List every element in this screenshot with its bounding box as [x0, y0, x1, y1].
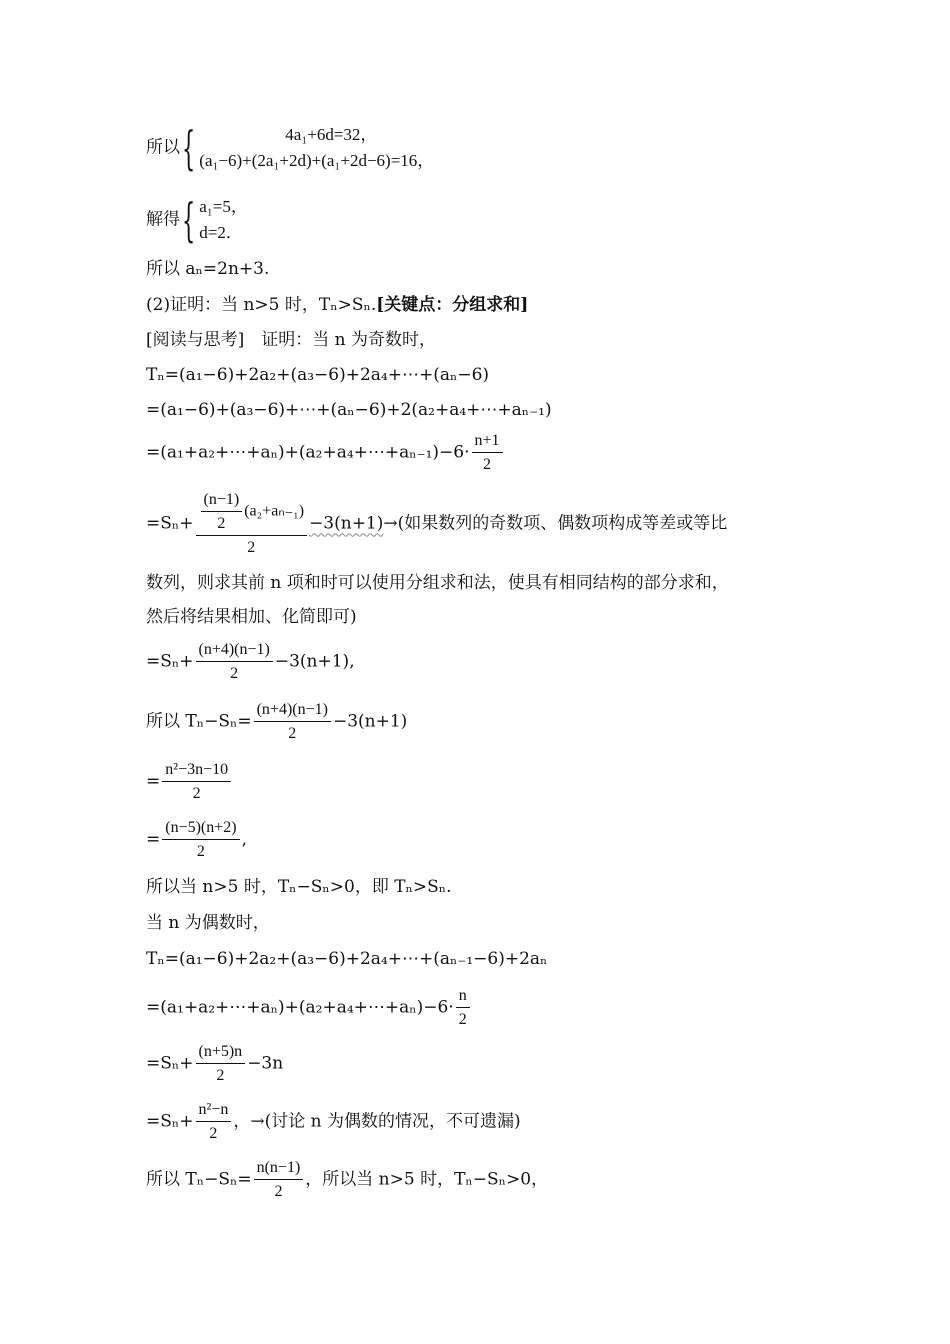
equation-line [146, 431, 505, 475]
equation: =(a₁+a₂+⋯+aₙ)+(a₂+a₄+⋯+aₙ₋₁)−6· [146, 442, 470, 463]
equation: −3(n+1) [332, 711, 408, 732]
equation: , [241, 829, 248, 850]
equation-line [146, 1100, 521, 1144]
denominator: 2 [274, 1183, 283, 1200]
numerator: n²−3n−10 [162, 760, 231, 782]
key-point-tag: [关键点：分组求和] [376, 295, 529, 315]
fraction [196, 1042, 246, 1086]
equation: d=2． [199, 223, 243, 242]
equation-line: =(a₁−6)+(a₃−6)+⋯+(aₙ−6)+2(a₂+a₄+⋯+aₙ₋₁) [146, 400, 552, 420]
equation: 4a₁+6d=32， [285, 125, 378, 144]
text-line: [阅读与思考] 证明：当 n 为奇数时， [146, 330, 437, 350]
equation: =(a₁+a₂+⋯+aₙ)+(a₂+a₄+⋯+aₙ)−6· [146, 997, 454, 1018]
denominator: 2 [209, 1125, 218, 1142]
text-line: 所以当 n>5 时，Tₙ−Sₙ>0，即 Tₙ>Sₙ. [146, 877, 452, 897]
fraction [196, 490, 308, 558]
numerator: n²−n [196, 1100, 232, 1122]
equation-line [146, 818, 247, 862]
fraction [162, 760, 231, 804]
left-brace: { [182, 193, 196, 247]
denominator: 2 [247, 539, 256, 556]
fraction [456, 986, 470, 1030]
equation-line [146, 640, 355, 684]
numerator: n [456, 986, 470, 1008]
equation: =Sₙ+ [146, 1111, 194, 1132]
left-brace: { [182, 121, 196, 175]
text-line: 然后将结果相加、化简即可) [146, 607, 357, 627]
denominator: 2 [458, 1011, 467, 1028]
equation: −3n [247, 1053, 284, 1074]
equation-system [199, 122, 434, 174]
numerator: n(n−1) [254, 1158, 304, 1180]
equation: =Sₙ+ [146, 513, 194, 534]
text-label: 解得 [146, 209, 180, 230]
denominator: 2 [196, 843, 205, 860]
numerator: (n+4)(n−1) [196, 640, 273, 662]
fraction [472, 431, 503, 475]
equation-line [146, 986, 472, 1030]
equation-line [146, 1158, 548, 1202]
fraction [196, 1100, 232, 1144]
text-line: 所以 aₙ=2n+3. [146, 259, 270, 279]
equation: = [146, 771, 161, 792]
text-line: 当 n 为偶数时， [146, 913, 270, 933]
equation: (a₂+aₙ₋₁) [244, 502, 305, 520]
numerator [196, 490, 308, 536]
equation: −3(n+1), [274, 651, 355, 672]
numerator: (n+5)n [196, 1042, 246, 1064]
denominator: 2 [483, 456, 492, 473]
denominator: 2 [192, 785, 201, 802]
text-line: 数列，则求其前 n 项和时可以使用分组求和法，使具有相同结构的部分求和， [146, 573, 729, 593]
system-line-1 [146, 122, 434, 174]
denominator: 2 [288, 725, 297, 742]
text-label: 所以 [146, 137, 180, 158]
equation: ，所以当 n>5 时，Tₙ−Sₙ>0， [305, 1169, 549, 1190]
denominator: 2 [216, 1067, 225, 1084]
equation-line [146, 760, 233, 804]
text-line [146, 294, 528, 316]
equation-line [146, 1042, 283, 1086]
equation-line [146, 700, 407, 744]
fraction [254, 700, 331, 744]
denominator: 2 [217, 515, 226, 532]
equation: =Sₙ+ [146, 1053, 194, 1074]
arrow-icon: → [383, 513, 398, 534]
fraction [196, 640, 273, 684]
equation: a₁=5， [199, 197, 248, 216]
fraction [254, 1158, 304, 1202]
numerator: n+1 [472, 431, 503, 453]
equation-line: Tₙ=(a₁−6)+2a₂+(a₃−6)+2a₄+⋯+(aₙ−6) [146, 365, 490, 385]
inner-fraction [201, 490, 243, 534]
numerator: (n−5)(n+2) [162, 818, 239, 840]
annotation-note: (如果数列的奇数项、偶数项构成等差或等比 [397, 513, 728, 534]
system-line-2 [146, 194, 248, 246]
equation-line [146, 490, 727, 558]
fraction [162, 818, 239, 862]
denominator: 2 [230, 665, 239, 682]
equation: = [146, 829, 161, 850]
equation: =Sₙ+ [146, 651, 194, 672]
equation-system [199, 194, 248, 246]
numerator: (n+4)(n−1) [254, 700, 331, 722]
equation: (a₁−6)+(2a₁+2d)+(a₁+2d−6)=16， [199, 151, 435, 170]
annotation-note: ，→(讨论 n 为偶数的情况，不可遗漏) [233, 1111, 521, 1132]
equation: 所以 Tₙ−Sₙ= [146, 1169, 252, 1190]
equation-line: Tₙ=(a₁−6)+2a₂+(a₃−6)+2a₄+⋯+(aₙ₋₁−6)+2aₙ [146, 949, 548, 969]
equation: 所以 Tₙ−Sₙ= [146, 711, 252, 732]
proof-claim: (2)证明：当 n>5 时，Tₙ>Sₙ. [146, 295, 377, 315]
numerator: (n−1) [201, 490, 243, 512]
equation: −3(n+1) [309, 513, 384, 534]
